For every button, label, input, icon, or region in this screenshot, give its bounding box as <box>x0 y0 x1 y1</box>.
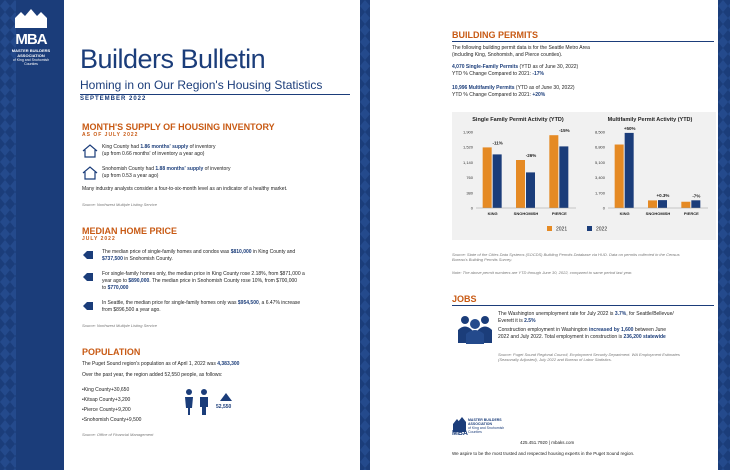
bar-change-label: -11% <box>492 140 503 146</box>
population-row <box>82 385 152 395</box>
bar-2022 <box>493 154 502 208</box>
bar-2021 <box>483 147 492 208</box>
bar-2021 <box>681 202 690 208</box>
permits-multifamily: 10,996 Multifamily Permits (YTD as of June 30, 2022) YTD % Change Compared to 2021: +20% <box>452 85 575 98</box>
price-source: Source: Northwest Multiple Listing Service <box>82 323 157 328</box>
population-change: +3,200 <box>114 397 131 403</box>
bar-change-label: -26% <box>525 153 537 158</box>
population-total: The Puget Sound region's population as of April 1, 2022 was 4,383,300 <box>82 361 240 367</box>
bar-2022 <box>658 200 667 208</box>
price-para-1: The median price of single-family homes and condos was $810,000 in King County and $737,500 in Snohomish County. <box>102 249 296 262</box>
footer-contact: 425.451.7920 | mbaks.com <box>520 440 575 445</box>
mba-logo <box>9 8 53 66</box>
permits-rule <box>452 41 714 42</box>
population-intro: Over the past year, the region added 52,550 people, as follows: <box>82 372 223 378</box>
bar-2021 <box>615 145 624 208</box>
y-tick-label: 760 <box>466 175 473 181</box>
y-tick-label: 0 <box>602 205 605 211</box>
page-title: Builders Bulletin <box>80 44 266 74</box>
supply-heading: MONTH'S SUPPLY OF HOUSING INVENTORY <box>82 122 275 132</box>
y-tick-label: 1,900 <box>462 129 473 135</box>
bullet: • <box>82 387 84 393</box>
permit-charts <box>452 112 716 240</box>
x-tick-label: KING <box>619 211 630 216</box>
y-tick-label: 0 <box>470 205 473 211</box>
supply-note: Many industry analysts consider a four-to-six-month level as an indicator of a healthy market. <box>82 186 288 192</box>
x-tick-label: PIERCE <box>551 211 567 216</box>
x-tick-label: SNOHOMISH <box>513 211 539 216</box>
bar-2022 <box>625 133 634 208</box>
permits-intro: The following building permit data is for the Seattle Metro Area (including King, Snohomish, and Pierce counties). <box>452 45 590 58</box>
left-pattern-strip <box>0 0 16 470</box>
bar-2022 <box>526 172 535 208</box>
bullet: • <box>82 417 84 423</box>
y-tick-label: 1,140 <box>462 159 473 165</box>
population-change: +30,650 <box>111 387 130 393</box>
jobs-unemployment: The Washington unemployment rate for July 2022 is 3.7%, for Seattle/Bellevue/ Everett it is 2.5% <box>498 311 674 324</box>
bar-2021 <box>549 135 558 208</box>
chart-title-multifamily: Multifamily Permit Activity (YTD) <box>607 117 693 123</box>
bar-2022 <box>559 146 568 208</box>
price-para-3: In Seattle, the median price for single-family homes only was $954,500, a 6.47% increase from $896,500 a year ago. <box>102 300 301 313</box>
bar-change-label: -7% <box>692 193 701 199</box>
jobs-heading: JOBS <box>452 294 477 304</box>
right-pattern-strip <box>718 0 730 470</box>
y-tick-label: 1,520 <box>462 144 473 150</box>
logo-line3: of King and Snohomish Counties <box>12 58 50 66</box>
footer-logo <box>452 416 505 438</box>
bar-2021 <box>516 160 525 208</box>
chart-title-single-family: Single Family Permit Activity (YTD) <box>472 117 564 123</box>
jobs-source: Source: Puget Sound Regional Council, Employment Security Department. WA Employment Estimates (Seasonally Adjusted), July 2022 and Bureau of Labor Statistics. <box>498 352 680 362</box>
population-source: Source: Office of Financial Management <box>82 432 154 437</box>
supply-king: King County had 1.86 months' supply of inventory (up from 0.66 months' of inventory a year ago) <box>102 144 216 157</box>
left-page <box>64 0 360 470</box>
logo-line1: MASTER BUILDERS <box>11 48 51 53</box>
supply-subheading: AS OF JULY 2022 <box>82 132 139 138</box>
footer-tagline: We aspire to be the most trusted and respected housing experts in the Puget Sound region. <box>452 451 635 456</box>
population-row <box>82 415 152 425</box>
x-tick-label: PIERCE <box>683 211 699 216</box>
permits-note: Note: The above permit numbers are YTD through June 30, 2022, compared to same period last year. <box>452 270 633 275</box>
population-county: King County <box>83 387 112 393</box>
x-tick-label: SNOHOMISH <box>645 211 671 216</box>
population-row <box>82 405 152 415</box>
price-tag-icon <box>82 301 94 311</box>
price-para-2: For single-family homes only, the median price in King County rose 2.18%, from $871,000 a year ago to $890,000. The median price in Snohomish County rose 10%, from $700,000 to $770,000 <box>102 271 305 291</box>
legend-label-2021: 2021 <box>556 226 568 233</box>
permits-source: Source: State of the Cities Data Systems (SOCDS) Building Permits Database via HUD. Data on permits collected in the Census Bureau's Building Permits Survey. <box>452 252 680 262</box>
y-tick-label: 3,400 <box>594 175 605 181</box>
bullet: • <box>82 407 84 413</box>
supply-snohomish: Snohomish County had 1.88 months' supply of inventory (up from 0.53 a year ago) <box>102 166 231 179</box>
workers-icon <box>456 314 494 344</box>
y-tick-label: 380 <box>466 190 473 196</box>
bar-change-label: +0.3% <box>656 193 670 199</box>
footer-logo-mark: MBA <box>452 430 468 437</box>
permits-single-family: 4,070 Single-Family Permits (YTD as of June 30, 2022) YTD % Change Compared to 2021: -17% <box>452 64 579 77</box>
issue-date: SEPTEMBER 2022 <box>80 96 147 102</box>
y-tick-label: 8,500 <box>594 129 605 135</box>
legend-swatch-2021 <box>547 226 552 231</box>
house-icon <box>82 144 98 158</box>
permits-heading: BUILDING PERMITS <box>452 30 539 40</box>
header-rule <box>80 94 350 95</box>
price-tag-icon <box>82 250 94 260</box>
population-change: +9,500 <box>126 417 142 423</box>
bullet: • <box>82 397 84 403</box>
population-added: 52,550 <box>216 404 232 410</box>
population-change: +9,200 <box>115 407 131 413</box>
page-subtitle: Homing in on Our Region's Housing Statistics <box>80 78 323 92</box>
population-county: Snohomish County <box>83 417 127 423</box>
y-tick-label: 6,800 <box>594 144 605 150</box>
population-county: Pierce County <box>83 407 116 413</box>
price-tag-icon <box>82 272 94 282</box>
population-row <box>82 395 152 405</box>
jobs-construction: Construction employment in Washington increased by 1,600 between June 2022 and July 2022. Total employment in construction is 236,200 statewide <box>498 327 666 340</box>
logo-mark: MBA <box>15 31 47 48</box>
logo-line2: ASSOCIATION <box>17 53 45 58</box>
bar-change-label: -15% <box>559 128 570 134</box>
up-arrow-icon <box>220 393 232 401</box>
footer-logo-text: MASTER BUILDERS ASSOCIATION of King and Snohomish Counties <box>468 418 505 434</box>
supply-source: Source: Northwest Multiple Listing Service <box>82 202 157 207</box>
bar-2021 <box>648 200 657 208</box>
house-icon <box>82 166 98 180</box>
y-tick-label: 5,100 <box>594 159 605 165</box>
population-list <box>82 385 152 425</box>
jobs-rule <box>452 305 714 306</box>
y-tick-label: 1,700 <box>594 190 605 196</box>
price-heading: MEDIAN HOME PRICE <box>82 226 178 236</box>
legend-swatch-2022 <box>587 226 592 231</box>
bar-change-label: +50% <box>623 125 636 131</box>
spine-pattern-strip <box>360 0 370 470</box>
population-heading: POPULATION <box>82 347 141 357</box>
x-tick-label: KING <box>487 211 498 216</box>
price-subheading: JULY 2022 <box>82 236 116 242</box>
logo-houses-icon <box>13 8 49 28</box>
bar-2022 <box>691 200 700 208</box>
population-county: Kitsap County <box>83 397 115 403</box>
people-icon <box>182 388 212 416</box>
legend-label-2022: 2022 <box>596 226 608 233</box>
